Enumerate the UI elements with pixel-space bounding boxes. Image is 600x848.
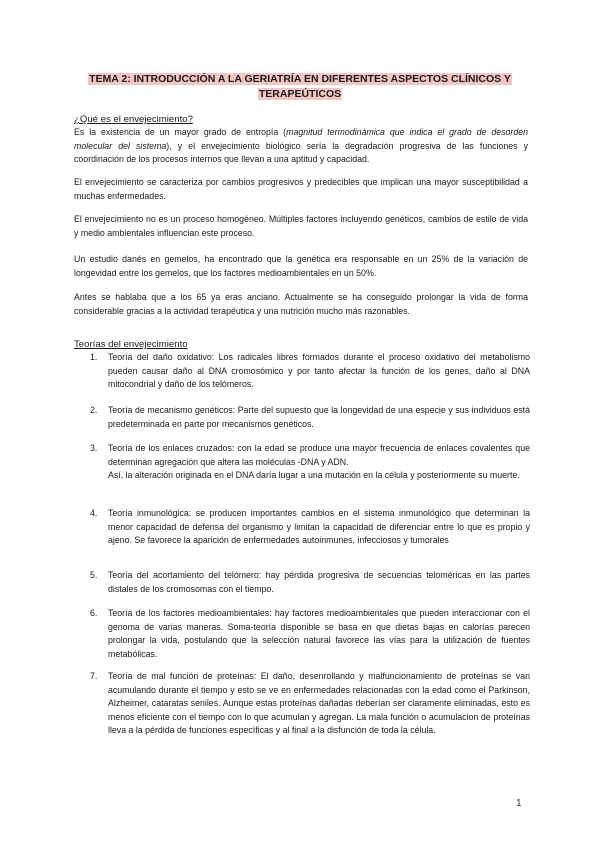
- theory-number: 3.: [90, 443, 98, 453]
- document-title: [72, 72, 528, 102]
- theory-text: Teoría de los enlaces cruzados: con la edad se produce una mayor frecuencia de enlaces covalentes que determinan agregación que altera las moléculas -DNA y ADN.: [108, 443, 530, 467]
- intro-p1-italic: magnitud termodinámica que indica el grado de desorden molecular del sistema: [74, 127, 528, 151]
- theory-text: Teoría del acortamiento del telómero: hay pérdida progresiva de secuencias teloméricas en las partes distales de los cromosomas con el tiempo.: [108, 570, 530, 594]
- theory-item: [92, 351, 530, 392]
- theory-text-continued: Así, la alteración originada en el DNA daría lugar a una mutación en la célula y posteriormente su muerte.: [108, 470, 520, 480]
- intro-paragraph-3: El envejecimiento no es un proceso homogéneo. Múltiples factores incluyendo genéticos, cambios de estilo de vida y medio ambientales influencian este proceso.: [74, 214, 528, 238]
- title-line-2: TERAPEÚTICOS: [258, 88, 342, 100]
- theory-number: 6.: [90, 608, 98, 618]
- theory-text: Teoría de mal función de proteínas: El daño, desenrollando y malfuncionamiento de proteínas se van acumulando durante el tiempo y esto se ve en enfermedades relacionadas con la edad como el Parkinson, Alzheimer, cataratas seniles. Aunque estas proteínas dañadas deberían ser claramente eliminadas, esto es menos eficiente con el tiempo con lo que acumulan y agregan. La mala función o acumulacion de proteínas lleva a la pérdida de funciones específicas y al final a la disfunción de toda la célula.: [108, 671, 530, 735]
- theory-text: Teoría del daño oxidativo: Los radicales libres formados durante el proceso oxidativo del metabolismo pueden causar daño al DNA cromosómico y por tanto afectar la función de los genes, daño al DNA mitocondrial y daño de los telómeros.: [108, 352, 530, 389]
- theory-number: 2.: [90, 405, 98, 415]
- intro-heading: ¿Qué es el envejecimiento?: [74, 114, 193, 125]
- theory-item: [92, 442, 530, 483]
- theory-number: 5.: [90, 570, 98, 580]
- intro-paragraph-1: [74, 126, 528, 167]
- theory-item: [92, 670, 530, 738]
- theory-item: [92, 404, 530, 431]
- theory-text: Teoría de mecanismo genéticos: Parte del supuesto que la longevidad de una especie y sus individuos está predeterminada en parte por mecanismos genéticos.: [108, 405, 530, 429]
- intro-paragraph-4: Un estudio danés en gemelos, ha encontrado que la genética era responsable en un 25% de la variación de longevidad entre los gemelos, que los factores medioambientales en un 50%.: [74, 254, 528, 278]
- title-line-1: TEMA 2: INTRODUCCIÓN A LA GERIATRÍA EN DIFERENTES ASPECTOS CLÍNICOS Y: [89, 73, 511, 85]
- theory-text: Teoría de los factores medioambientales: hay factores medioambientales que pueden interaccionar con el genoma de varias maneras. Soma-teoría disponible se basa en que dietas bajas en calorías parecen prolongar la vida, postulando que la selección natural favorece las vías para la utilización de fuentes metabólicas.: [108, 608, 530, 659]
- theory-item: [92, 507, 530, 548]
- intro-p1-text-b: ), y el envejecimiento biológico sería la degradación progresiva de las funciones y coordinación de los procesos internos que llevan a una aptitud y capacidad.: [74, 140, 528, 164]
- theories-heading: Teorías del envejecimiento: [74, 339, 188, 350]
- theory-item: [92, 607, 530, 661]
- theory-number: 1.: [90, 352, 98, 362]
- theory-item: [92, 569, 530, 596]
- intro-paragraph-2: El envejecimiento se caracteriza por cambios progresivos y predecibles que implican una mayor susceptibilidad a muchas enfermedades.: [74, 177, 528, 201]
- page-number: 1: [516, 798, 522, 809]
- theory-number: 7.: [90, 671, 98, 681]
- intro-paragraph-5: Antes se hablaba que a los 65 ya eras anciano. Actualmente se ha conseguido prolongar la vida de forma considerable gracias a la actividad terapéutica y una nutrición mucho más razonables.: [74, 292, 528, 316]
- theory-text: Teoría inmunológica: se producen importantes cambios en el sistema inmunológico que determinan la menor capacidad de defensa del organismo y limitan la capacidad de diferenciar entre lo que es propio y ajeno. Se favorece la aparición de enfermedades autoinmunes, infecciosos y tumorales: [108, 508, 530, 545]
- intro-p1-text-a: Es la existencia de un mayor grado de entropía (: [74, 127, 287, 137]
- theory-number: 4.: [90, 508, 98, 518]
